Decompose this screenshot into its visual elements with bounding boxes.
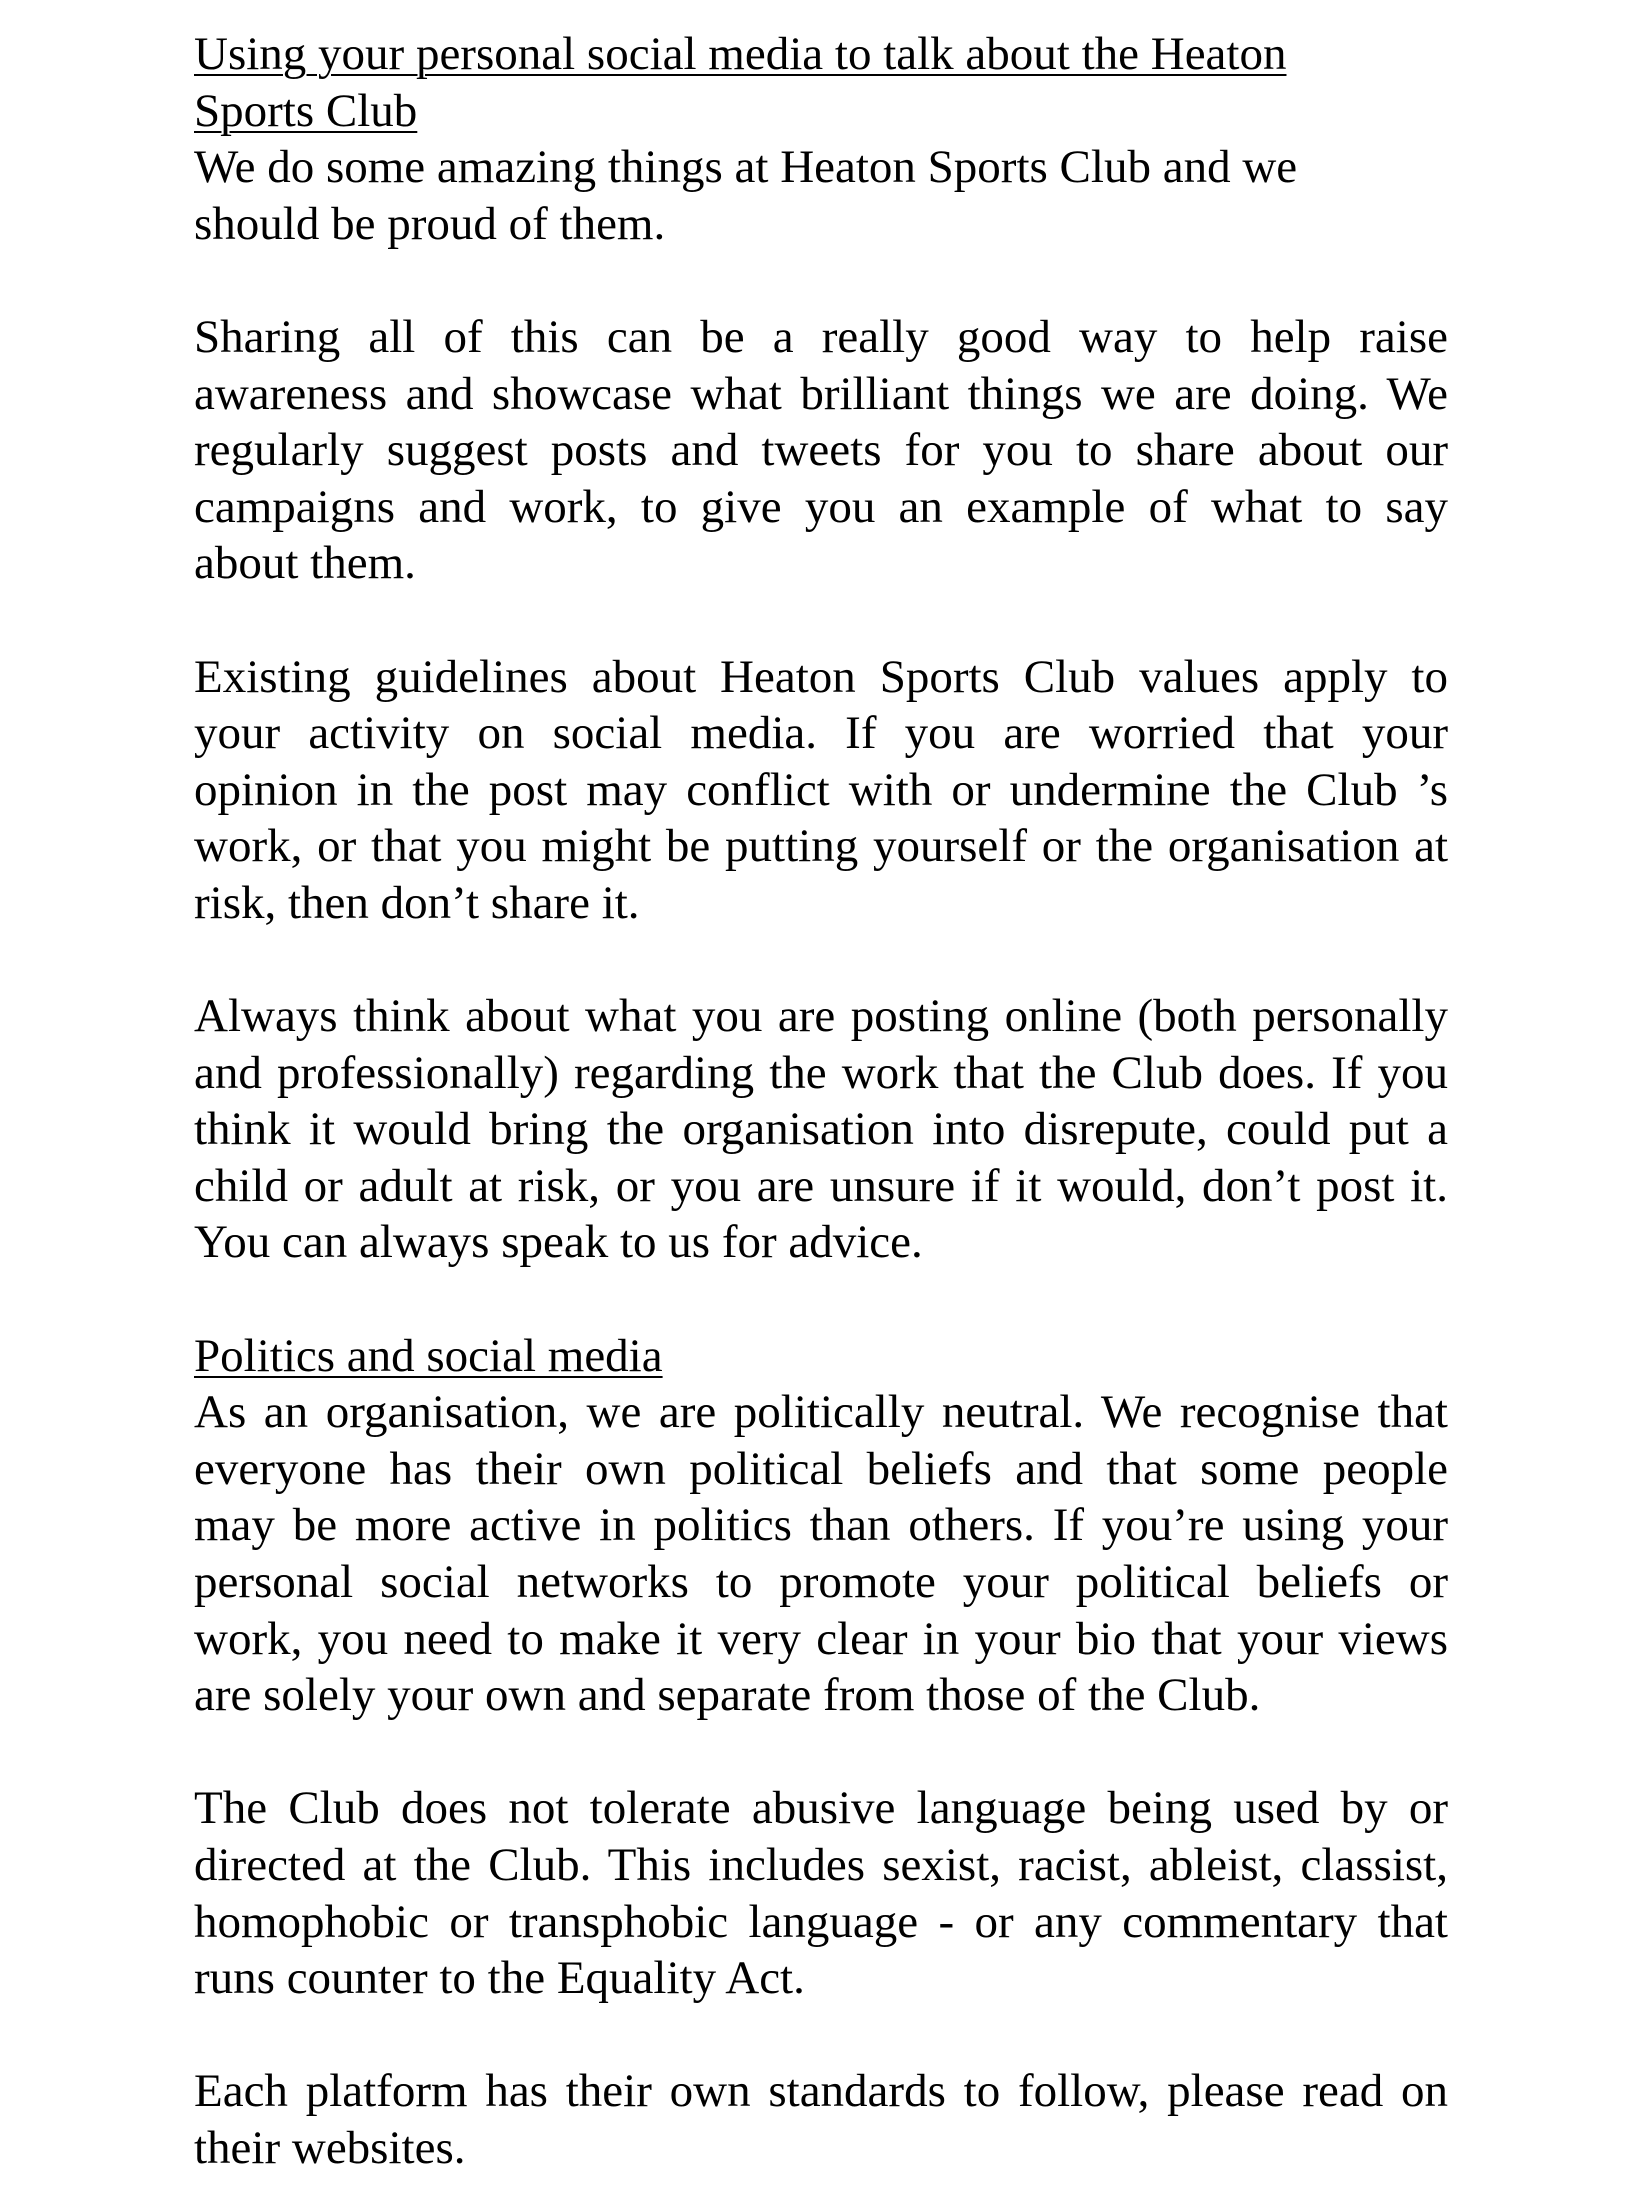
text-line: The Club does not tolerate abusive language being used by or [194, 1782, 1448, 1835]
text-line: risk, then don’t share it. [194, 876, 640, 929]
text-line: work, you need to make it very clear in your bio that your views [194, 1612, 1448, 1665]
text-line: awareness and showcase what brilliant things we are doing. We [194, 367, 1448, 420]
text-line: and professionally) regarding the work that the Club does. If you [194, 1046, 1448, 1099]
text-line: You can always speak to us for advice. [194, 1216, 923, 1269]
text-line: regularly suggest posts and tweets for you to share about our [194, 424, 1448, 477]
text-line: Each platform has their own standards to follow, please read on [194, 2065, 1448, 2118]
paragraph-spacer [194, 1271, 1448, 1328]
paragraph-think-before-posting [194, 988, 1448, 1271]
text-line: should be proud of them. [194, 197, 666, 250]
text-line: everyone has their own political beliefs and that some people [194, 1442, 1448, 1495]
text-line: are solely your own and separate from those of the Club. [194, 1669, 1261, 1722]
text-line: We do some amazing things at Heaton Sports Club and we [194, 141, 1298, 194]
document-page [194, 26, 1448, 2177]
paragraph-spacer [194, 932, 1448, 989]
paragraph-platform-standards [194, 2063, 1448, 2176]
text-line: about them. [194, 537, 416, 590]
section-heading-politics [194, 1328, 1448, 1385]
text-line: child or adult at risk, or you are unsure if it would, don’t post it. [194, 1159, 1448, 1212]
text-line: Existing guidelines about Heaton Sports Club values apply to [194, 650, 1448, 703]
text-line: their websites. [194, 2121, 466, 2174]
paragraph-abusive-language [194, 1780, 1448, 2006]
text-line: may be more active in politics than others. If you’re using your [194, 1499, 1448, 1552]
text-line: Always think about what you are posting online (both personally [194, 990, 1448, 1043]
text-line: work, or that you might be putting yourself or the organisation at [194, 820, 1448, 873]
paragraph-spacer [194, 252, 1448, 309]
text-line: think it would bring the organisation into disrepute, could put a [194, 1103, 1448, 1156]
heading-line: Sports Club [194, 84, 418, 137]
text-line: homophobic or transphobic language - or any commentary that [194, 1895, 1448, 1948]
heading-line: Politics and social media [194, 1329, 663, 1382]
text-line: personal social networks to promote your political beliefs or [194, 1556, 1448, 1609]
paragraph-intro [194, 139, 1448, 252]
text-line: directed at the Club. This includes sexist, racist, ableist, classist, [194, 1839, 1448, 1891]
text-line: opinion in the post may conflict with or undermine the Club ’s [194, 763, 1448, 816]
section-heading-personal-social-media [194, 26, 1448, 139]
paragraph-spacer [194, 1724, 1448, 1781]
paragraph-guidelines [194, 649, 1448, 932]
text-line: As an organisation, we are politically neutral. We recognise that [194, 1386, 1448, 1439]
paragraph-political-neutrality [194, 1384, 1448, 1724]
paragraph-spacer [194, 592, 1448, 649]
paragraph-sharing [194, 309, 1448, 592]
text-line: your activity on social media. If you are worried that your [194, 707, 1448, 760]
heading-line: Using your personal social media to talk about the Heaton [194, 28, 1287, 80]
text-line: runs counter to the Equality Act. [194, 1952, 805, 2005]
text-line: campaigns and work, to give you an example of what to say [194, 480, 1448, 533]
text-line: Sharing all of this can be a really good way to help raise [194, 310, 1448, 363]
paragraph-spacer [194, 2007, 1448, 2064]
